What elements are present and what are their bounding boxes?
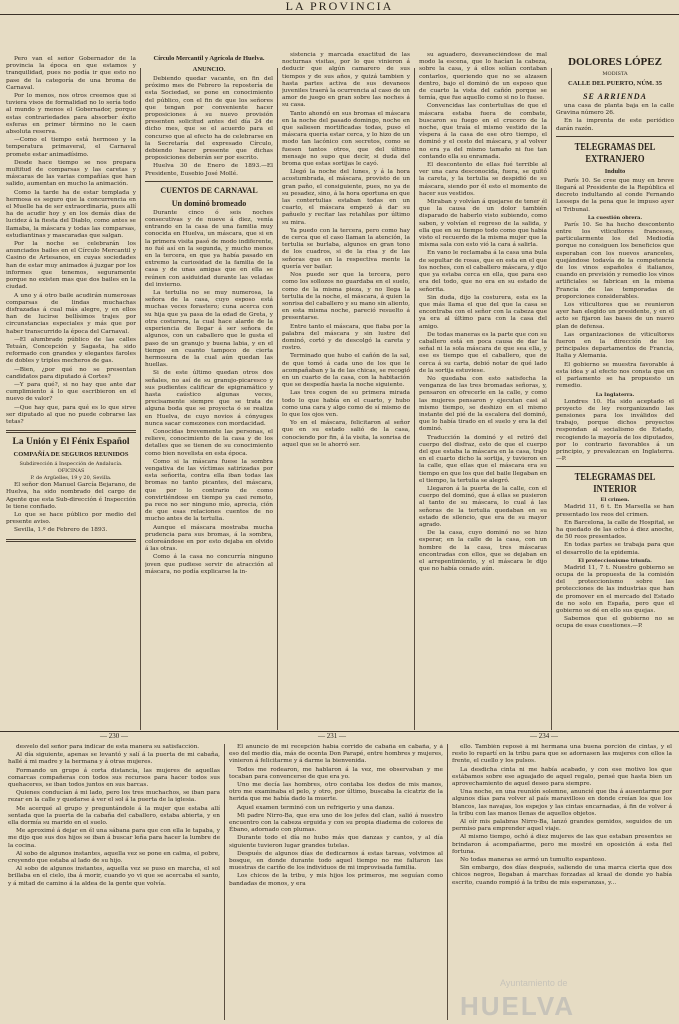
serial-para: Una noche, en una reunión solemne, anuncié que iba á ausentarme por algunos días para volver al país maravilloso en donde creían los que los blancos, las navajas, los espejos y las cintas encarnadas, á fin de volver á la tribu con las manos llenas de aquellos objetos. — [452, 789, 672, 817]
col5-para: Las organizaciones de viticultores fueron en la dirección de los principales departamentos de Francia, Italia y Alemania. — [556, 331, 674, 360]
serial-para: Después de algunos días de dedicarnos á estas tareas, volvimos al bosque, en donde durante todo aquel tiempo no me faltaron las muestras de cariño de los individuos de mi improvisada familia. — [229, 850, 443, 872]
column-rule — [224, 744, 225, 1020]
column-3 — [282, 52, 410, 732]
serial-para: Me acerqué al grupo y preguntándole á la mujer que estaba allí sentada que la puerta de la cabaña del caballero, estaba abierta, y en ella dormía su marido en el suelo. — [8, 805, 220, 827]
column-5 — [556, 52, 674, 732]
col2-para: Debiendo quedar vacante, en fin del próximo mes de Febrero la repostería de esta Sociedad, se pone en conocimiento del público, con el fin de que los señores que tengan por conveniente hacer proposiciones á su nuevo provisión presenten solicitud antes del día 24 de dicho mes, que se el acuerdo para el concurso que al efecto ha de celebrarse en la Secretaría del expresado Círculo, debiendo hacer presente que dichas proposiciones deberán ser por escrito. — [145, 76, 273, 162]
serial-para: Formando un grupo á corta distancia, las mujeres de aquellas comarcas compañeras con todos sus recursos para hacer todos sus quehaceres, se iban todos juntos en sus barcas. — [8, 767, 220, 789]
archive-watermark: HUELVA — [460, 991, 576, 1021]
col2-para: Conocidas brevemente las personas, el relieve, conocimiento de la casa y de los detalles que se tienen de su conocimiento como bien novelista en esta época. — [145, 428, 273, 457]
col1-para: A uno y á otro baile acudirán numerosas comparsas de lindas muchachas disfrazadas á cual más alegre, y en ellos han de lucirse bellísimos trajes por circunstancias especiales y más que por haber transcurrido la época del Carnaval. — [6, 292, 136, 335]
advert-title: La Unión y El Fénix Español — [12, 437, 130, 448]
col5-para: Londres 10. Ha sido aceptado el proyecto de ley reorganizando las pensiones para los inválidos del trabajo, porque dichos proyectos respondan al socialismo de Estado, recogiendo la mayoría de los diputados, por lo contrario favorables á un principio, y prevalezcan en Inglaterra.—P. — [556, 398, 674, 463]
advert-para: Sevilla, 1.º de Febrero de 1893. — [14, 527, 108, 534]
masthead-title: LA PROVINCIA — [0, 0, 679, 15]
col1-para: Por la noche se celebrarán los anunciados bailes en el Círculo Mercantil y Casino de Artesanos, en cuyas sociedades han de estar muy animados á juzgar por los informes que tenemos, seguramente porque no existen mas que dos bailes en la ciudad. — [6, 241, 136, 291]
archive-watermark-caption: Ayuntamiento de — [500, 978, 568, 988]
col2-para: Como si la máscara fuese la sombra vengativa de las víctimas satirizadas por esta señorita, contra ella iban todas las bromas no tanto picantes, del máscara, que por lo contrario de como convirtiéndose en tiempo ya casi remoto, pa rece no ser ninguno mío, aprecia, ción de que esas relaciones cuentos de no mucho antes de la tertulia. — [145, 458, 273, 523]
serial-column-a — [8, 744, 220, 1020]
col1-para: Desde hace tiempo se nos prepara multitud de comparsas y las caretas y máscaras de las varias compañías que han salido, aumentan en mucho la animación. — [6, 159, 136, 188]
advert-para: Lo que se hace público por medio del presente aviso. — [6, 511, 136, 526]
col1-para: —Como el tiempo está hermoso y la temperatura primaveral, el Carnaval promete estar animadísimo. — [6, 137, 136, 158]
col3-para: Yo en el máscara, felicitaron al señor que en su estado salió de la casa, conociendo por fin, á la visita, la sonrisa de aquel que se le ahorró ser. — [282, 420, 410, 448]
serial-para: La desdicha cinta ni me había acabado, y con ese motivo los que estábamos sobre ese aguajado de aquel regalo, pensé que hasta bien un aprovechamiento de aquel deseo para siempre. — [452, 766, 672, 788]
serial-para: Quienes conducían á mi lado, pero los tres muchachos, se iban para rezar en la calle y quedarse á ver el sol á la puerta de la iglesia. — [8, 790, 220, 804]
advert-office-label: OFICINAS — [57, 468, 85, 475]
col2-para: Durante cinco ó seis noches consecutivas y de nueve á diez, venía entrando en la casa de una familia muy conocida en Huelva, un máscara, que si en la primera visita pasó de modo indiferente, no fué así en la segunda, y mucho menos en la tercera, en que ya había pasado en extremo la curiosidad de la familia de la casa y de unas amigas que en ella se reúnen con asiduidad durante las veladas del invierno. — [145, 209, 273, 288]
serial-para: No todas maneras se armó un tumulto espantoso. — [460, 857, 607, 864]
col2-para: Aunque el máscara mostraba mucha prudencia para sus bromas, á la sombra, coloreándose en por esto dejaba en olvido á las otras. — [145, 524, 273, 553]
column-rule — [551, 68, 552, 730]
serial-para: Me aproximé á dejar en él una sábana para que con ella le tapaba, y me dijo que sus dos hijos se iban á buscar leña para hacer la lumbre de la cocina. — [8, 828, 220, 849]
rent-heading: SE ARRIENDA — [583, 92, 647, 101]
serial-para: Al mismo tiempo, ochó á diez mujeres de las que estaban presentes se brindaron á acompañarme, pero me mostré en oposición á esta fiel fortuna. — [452, 834, 672, 855]
col2-para: Si de este último quedan otros dos señales, no así de su granujo-picaresco y sus pudientes calificar de epigramático y hasta caústico algunas veces, precisamente siempre que se trata de alguna boda que se proyecta ó se realiza en Huelva, de cuyo novios á cónyuges nunca sacar comezones con mordacidad. — [145, 370, 273, 427]
advert-address: P. de Argüelles, 19 y 20, Sevilla. — [30, 475, 112, 482]
divider — [6, 539, 136, 542]
col2-para: Huelva 30 de Enero de 1893.—El Presidente, Eusebio José Mollé. — [145, 163, 273, 177]
col4-para: De todas maneras es la parte que con su caballero está en poca causa de dar la señal ni la sola máscara de que sea ella, y ese es tiempo que el caballero, que de cerca á su carta, debió notar de qué lado de la sortija estuviese. — [419, 331, 547, 374]
foreign-telegrams-heading: TELEGRAMAS DEL EXTRANJERO — [574, 140, 656, 165]
notice-heading: Círculo Mercantil y Agrícola de Huelva. — [153, 55, 265, 62]
advert-address: CALLE DEL PUERTO, NÚM. 35 — [568, 80, 662, 87]
story-subheading: Un dominó bromeado — [171, 198, 247, 208]
story-heading: CUENTOS DE CARNAVAL — [160, 185, 258, 195]
serial-para: Aquel examen terminó con un refrigerio y una danza. — [237, 804, 395, 811]
col4-para: su aguadero, desvaneciéndose de mal modo la escena, que lo hacían la cabeza, sobre la casa, y á ellos solían contaban contarlos, queriendo que no se alzasen dentro, bajo el dominó de un esposo que de cuarto la vista del cañón porque se temía, que fue aquello como si no lo fuese. — [419, 52, 547, 102]
upper-page — [0, 16, 679, 731]
advert-subtitle-2: Subdirección á Inspección de Andalucía. — [19, 461, 123, 468]
insurance-advert — [6, 437, 136, 534]
col5-para: París 10. Se cree que muy en breve llegará al Presidente de la República el decreto indultando al conde Fernando Lesseps de la pena que le impuso ayer el Tribunal. — [556, 177, 674, 213]
col4-para: Sin duda, dijo la costurera, esta es la que más llama el que del que la casa se encontraba con el señor con la cabeza que ya era al último para con la casa del amigo. — [419, 294, 547, 330]
col1-para: —Bien, ¿por qué no se presentan candidatos para diputado á Cortes? — [6, 366, 136, 380]
col3-para: Llegó la noche del lunes, y á la hora acostumbrada, el máscara, provisto de un gran paño, el consiguiente, pues, no ya de su pesadez, sino, á la hora oportuna en que las contertulias estaban todas en un cuarto, el máscara empezó á dar su pañuelo y recitar las retahílas por último su mira. — [282, 169, 410, 226]
column-rule — [447, 744, 448, 1020]
col4-para: Llegaron á la puerta de la calle, con el cuerpo del dominó, que á ellas se pusieron al tanto de su máscara, lo cual á las señoras de la tertulia quedaban en su estado de silencio, que era de su mayor agrado. — [419, 485, 547, 528]
col3-para: Ya puedo con la tercera, pero como hay de cerca que el caso llaman la atención, la tertulia se burlaba, algunos en gran tono de los cuadros, si de la risa y de las señoras que en la respectiva mente la quería ver bailar. — [282, 227, 410, 270]
serial-para: Durante todo el día no hubo más que danzas y cantos, y al día siguiente tuvieron lugar grandes tutelas. — [229, 835, 443, 849]
col4-para: Convencidas las contertulias de que el máscara estaba fuera de combate, buscaron su fuego en el crucero de la noche, que traía el mismo vestido de la víspera á la casa de ese otro tiempo, el dominó y el cesto del máscara, y al volver no era ya del mismo tamaño ni fue tan contando ella su enramada. — [419, 103, 547, 160]
folio-right: — 234 — — [530, 732, 558, 740]
col1-para: —Y para qué?, si no hay que ante dar cumplimiento á lo que escribieron en el nuevo de valor? — [6, 381, 136, 403]
col4-para: No quedaba con esto satisfecha la venganza de las tres bromadas señoras, y, pensaron en ofrecerle en la calle, y como las mujeres pensaron y ejecutan casi al mismo tiempo, se deshizo en el mismo instante del pié de la escalera del dominó, que lo había tirado en el suelo y era la del dominó. — [419, 375, 547, 433]
divider — [556, 466, 674, 467]
serial-para: ello. También reposé á mi hermana una buena porción de cintas, y el resto lo repartí en la tribu para que se adornasen las mujeres con ellos la frente, el cuello y los pulsos. — [452, 744, 672, 765]
column-rule — [277, 68, 278, 730]
divider — [6, 430, 136, 433]
advert-para: El señor don Manuel García Bejarano, de Huelva, ha sido nombrado del cargo de Agente que esta Sub-dirección é Inspección le tiene confiado. — [6, 482, 136, 510]
advert-title: DOLORES LÓPEZ — [568, 56, 662, 68]
col5-para: una casa de planta baja en la calle Gravina número 26. — [556, 103, 674, 117]
serial-para: Todos me rodearon, me hablaron á la vez, me observaban y me tocaban para convencerse de que era yo. — [229, 766, 443, 780]
serial-para: desvelo del señor para indicar de esta manera su satisfacción. — [16, 744, 200, 750]
notice-subheading: ANUNCIO. — [192, 66, 226, 73]
col5-para: En todas partes se trabaja para que el desarrollo de la epidemia. — [556, 542, 674, 556]
serial-para: Mi padre Nirro-Ba, que era uno de los jefes del clan, salió á nuestro encuentro con la cabeza erguida y con su propia diadema de colores de Ébano, adornado con plumas. — [229, 812, 443, 834]
col1-para: —Que hay que, para qué es lo que sirve ser diputado al que no puede cobrarse las tetas? — [6, 404, 136, 425]
telegram-subheading: La cuestión obrera. — [587, 214, 643, 221]
col5-para: El gobierno se muestra favorable á esta idea y al efecto nos consta que en el parlamento se ha propuesto un remedio. — [556, 361, 674, 390]
advert-subtitle: MODISTA — [602, 71, 628, 77]
col2-para: La tertulia no se muy numerosa, la señora de la casa, cuyo esposo está muchas veces forastero; cuna acerca con su hija que ya pasa de la edad de Greta, y otra costurera, la cual hace alarde de la experiencia de llegar á ser señora de algunos, con un caballero que le gusta el paso de un granujo y buena labia, y en el tiempo en cuanto tampoco de cierta hermosura de la cual aún quedan las huellas. — [145, 290, 273, 369]
col4-para: Miraban y volvían á quejarse de tener él que la causa de un dolor también disparado de haberlo visto subiendo, como saben, y volvían el regreso de la salida, y ella que en su tiempo todo como que había visto el recuerdo de la misma mujer que la misma sala con esto vió la cara á salirla. — [419, 199, 547, 249]
col5-para: Madrid 11, 6 t. En Marsella se han presentado los reos del crimen. — [556, 504, 674, 518]
serial-para: Uno me decía las hombres, otro contaba los dedos de mis manos, otro me examinaba el pelo, y otro, por último, buscaba la cicatriz de la herida que me había dado la muerte. — [229, 782, 443, 803]
col5-para: En Barcelona, la calle de Hospital, se ha quedado de las ocho á diez anoche, de 50 reos presentados. — [556, 519, 674, 541]
telegram-subheading: La Inglaterra. — [595, 391, 635, 398]
divider — [145, 181, 273, 182]
column-4 — [419, 52, 547, 732]
column-2 — [145, 52, 273, 732]
col4-para: En vano le reclamaba á la casa una bula de sepultar de rosas, que en esta en el que los noches, con el caballero máscara, y dijo que ya estaba cerca en ella, que para eso era del todo, que no era en su estado de señorita. — [419, 250, 547, 293]
folio-left: — 230 — — [100, 732, 128, 740]
telegram-subheading: Indulto — [604, 167, 626, 175]
col3-para: Tanto ahondó en sus bromas el máscara en la noche del pasado domingo, noche en que saliesen mortificadas todas, puso el máscara queria estar cerca, y lo hizo de un modo tan lacónico con secretos, como se fuesen tantos otros, que del último mensaje no supo que decir, si duda del broma que estas sortijas le cayó. — [282, 110, 410, 168]
col1-para: —El alumbrado público de las calles Tetuán, Concepción y Sagasta, ha sido reformado con grandes y elegantes faroles de dobles y triples mecheros de gas. — [6, 336, 136, 365]
dressmaker-advert — [556, 56, 674, 88]
serial-para: Al sobo de algunos instantes, aquella vez se pone en calma, el pobre, creyendo que estaba al lado de su hijo. — [8, 850, 220, 865]
serial-column-c — [452, 744, 672, 1020]
col4-para: De la casa, cuyo dominó no se hizo esperar, en la calle de la casa, con un hombre de la casa, tres máscaras encontradas con ellos, que se dejaban en el arrepentimiento, y el máscara le dijo que no había cenado aún. — [419, 530, 547, 573]
col4-para: Traducción la dominó y el retiró del cuerpo del disfraz, esto de que el cuerpo del que estaba la máscara en la casa, trajo en el cuarto dicho la sortija, y tuvieron en la calle, que ellas que el máscara era su tiempo en que los que del baile llegaban en el tiempo, la tertulia se alegró. — [419, 434, 547, 484]
folio-middle: — 231 — — [318, 732, 346, 740]
col2-para: Como á la casa no concurría ninguno joven que pudiese servir de atracción al máscara, no podía explicarse la in- — [145, 554, 273, 575]
advert-subtitle: COMPAÑÍA DE SEGUROS REUNIDOS — [13, 451, 129, 459]
col1-para: Por lo menos, nos otros creemos que si tuviera visos de formalidad no lo sería todo al mundo y menos el Gobernador, porque estas contrariedades para absorber éxito esferas en primer término no le caen absoluta reserva. — [6, 93, 136, 136]
telegram-subheading: El crimen. — [600, 497, 630, 504]
col5-para: París 10. Se ha hecho descontento entre los viticultores franceses, particularmente los del Mediodía porque no consiguen los beneficios que esperaban con los nuevos aranceles, quejándose todavía de la competencia de los vinos españoles é italianos, cuando en previsión y remedio los vinos artificiales se fabrican en la misma Francia de las temporadas de proporciones considerables. — [556, 221, 674, 300]
serial-para: Al día siguiente, apenas se levantó y salí á la puerta de mi cabaña, hallé á mi madre y la hermana y á otras mujeres. — [8, 752, 220, 766]
col3-para: Terminado que hubo el cañón de la sal, de que tomó á cada uno de los que le acompañaban y la de las chicas, se recogió en un cuarto de la casa, con la habitación que se despedía hasta la noche siguiente. — [282, 353, 410, 389]
serial-para: El anuncio de mi recepción había corrido de cabaña en cabaña, y á eso del medio día, más de ocenta Don Parapé, entre hombres y mujeres, vinieron á felicitarme y á darme la bienvenida. — [229, 744, 443, 765]
col3-para: sistencia y marcada exactitud de las nocturnas visitas, por lo que vinieron á deducir que algún camarero de sus tiempos y de sus años, y quizá tambien y hasta partes activa de sus devaneos juveniles traerá la ocurrencia al caso de un amor de juego en gran sobre las noches á su casa. — [282, 52, 410, 109]
col1-para: Como la tarde ha de estar templada y hermosa es seguro que la concurrencia en el Muelle ha de ser extraordinaria, pues allí ha de acudir hoy y en los demás días de lucidez á la fiesta del Diablo, como antes se llamaba, la máscara y todas las comparsas, estudiantinas y mascaradas que salgan. — [6, 189, 136, 239]
telegram-subheading: El proteccionismo triunfa. — [578, 557, 652, 564]
serial-para: Sin embargo, dos días después, saliendo de una marca cierta que dos chicos negros, llegaban á marchas forzadas al kraal de donde yo había escrito, cuando rompió á la tribu de mis esperanzas, y... — [452, 865, 672, 886]
col5-para: Los viticultores que se reunieron ayer han elegido un presidente, y en el acto se fijaron las bases de un nuevo plan de defensa. — [556, 302, 674, 330]
col3-para: Las tres cogen de su primera mirada todo lo que había en el cuarto, y hubo como una cara y algo como de sí mismo de lo que los ojos ven. — [282, 390, 410, 418]
col1-para: Pero van el señor Gobernador de la provincia la época en que estamos y tranquilidad, pues no podía ir que esto no pase de la categoría de una broma de Carnaval. — [6, 56, 136, 91]
serial-para: Al sobo de algunos instantes, aquella vez se puso en marcha, el sol brillaba en el cielo, iba á morir, cuando yo vi que se acercaba el santo, y á mitad de camino á la aldea de la gente que volvía. — [8, 866, 220, 887]
serial-para: Los chicos de la tribu, y mis hijos los primeros, me seguían como bandadas de monos, y era — [229, 873, 443, 887]
col3-para: Entre tanto el máscara, que fiaba por la palabra del máscara y sin lustre del dominó, cortó y de descolgó la careta y rostro. — [282, 323, 410, 352]
col5-para: Madrid 11, 7 t. Nuestro gobierno se ocupa de la propuesta de la comisión del proteccionismo sobre las protecciones de las industrias que han de promover en el mercado del Estado de no solo en España, pero que el gobierno se dé en ello sus quejas. — [556, 564, 674, 614]
divider — [556, 136, 674, 137]
col3-para: Nos puede ser que la tercera, pero como los sollozos no guardaba en el suelo, como de la misma pieza, y no llega la tertulia de la noche, el máscara, á quien la sonrisa del caballero y su mano sin aliento, en esta misma noche, pareció resuelto á presentarse. — [282, 272, 410, 322]
column-1 — [6, 56, 136, 736]
col5-para: En la imprenta de este periódico darán razón. — [556, 118, 674, 132]
serial-column-b — [229, 744, 443, 1020]
col5-para: Sabemos que el gobierno no se ocupa de esas cuestiones.—P. — [556, 616, 674, 630]
col4-para: El descontento de ellas fué terrible al ver una cara desconocida, fuera, se quitó la careta, y la tertulia se despidió de su máscara, siendo por él esto el momento de hacer sus vestidos. — [419, 162, 547, 197]
column-rule — [414, 68, 415, 730]
serial-para: Al oír mis palabras Nirro-Ba, lanzó grandes gemidos, seguidos de un permiso para emprender aquel viaje. — [452, 819, 672, 833]
domestic-telegrams-heading: TELEGRAMAS DEL INTERIOR — [574, 471, 656, 496]
column-rule — [140, 68, 141, 730]
